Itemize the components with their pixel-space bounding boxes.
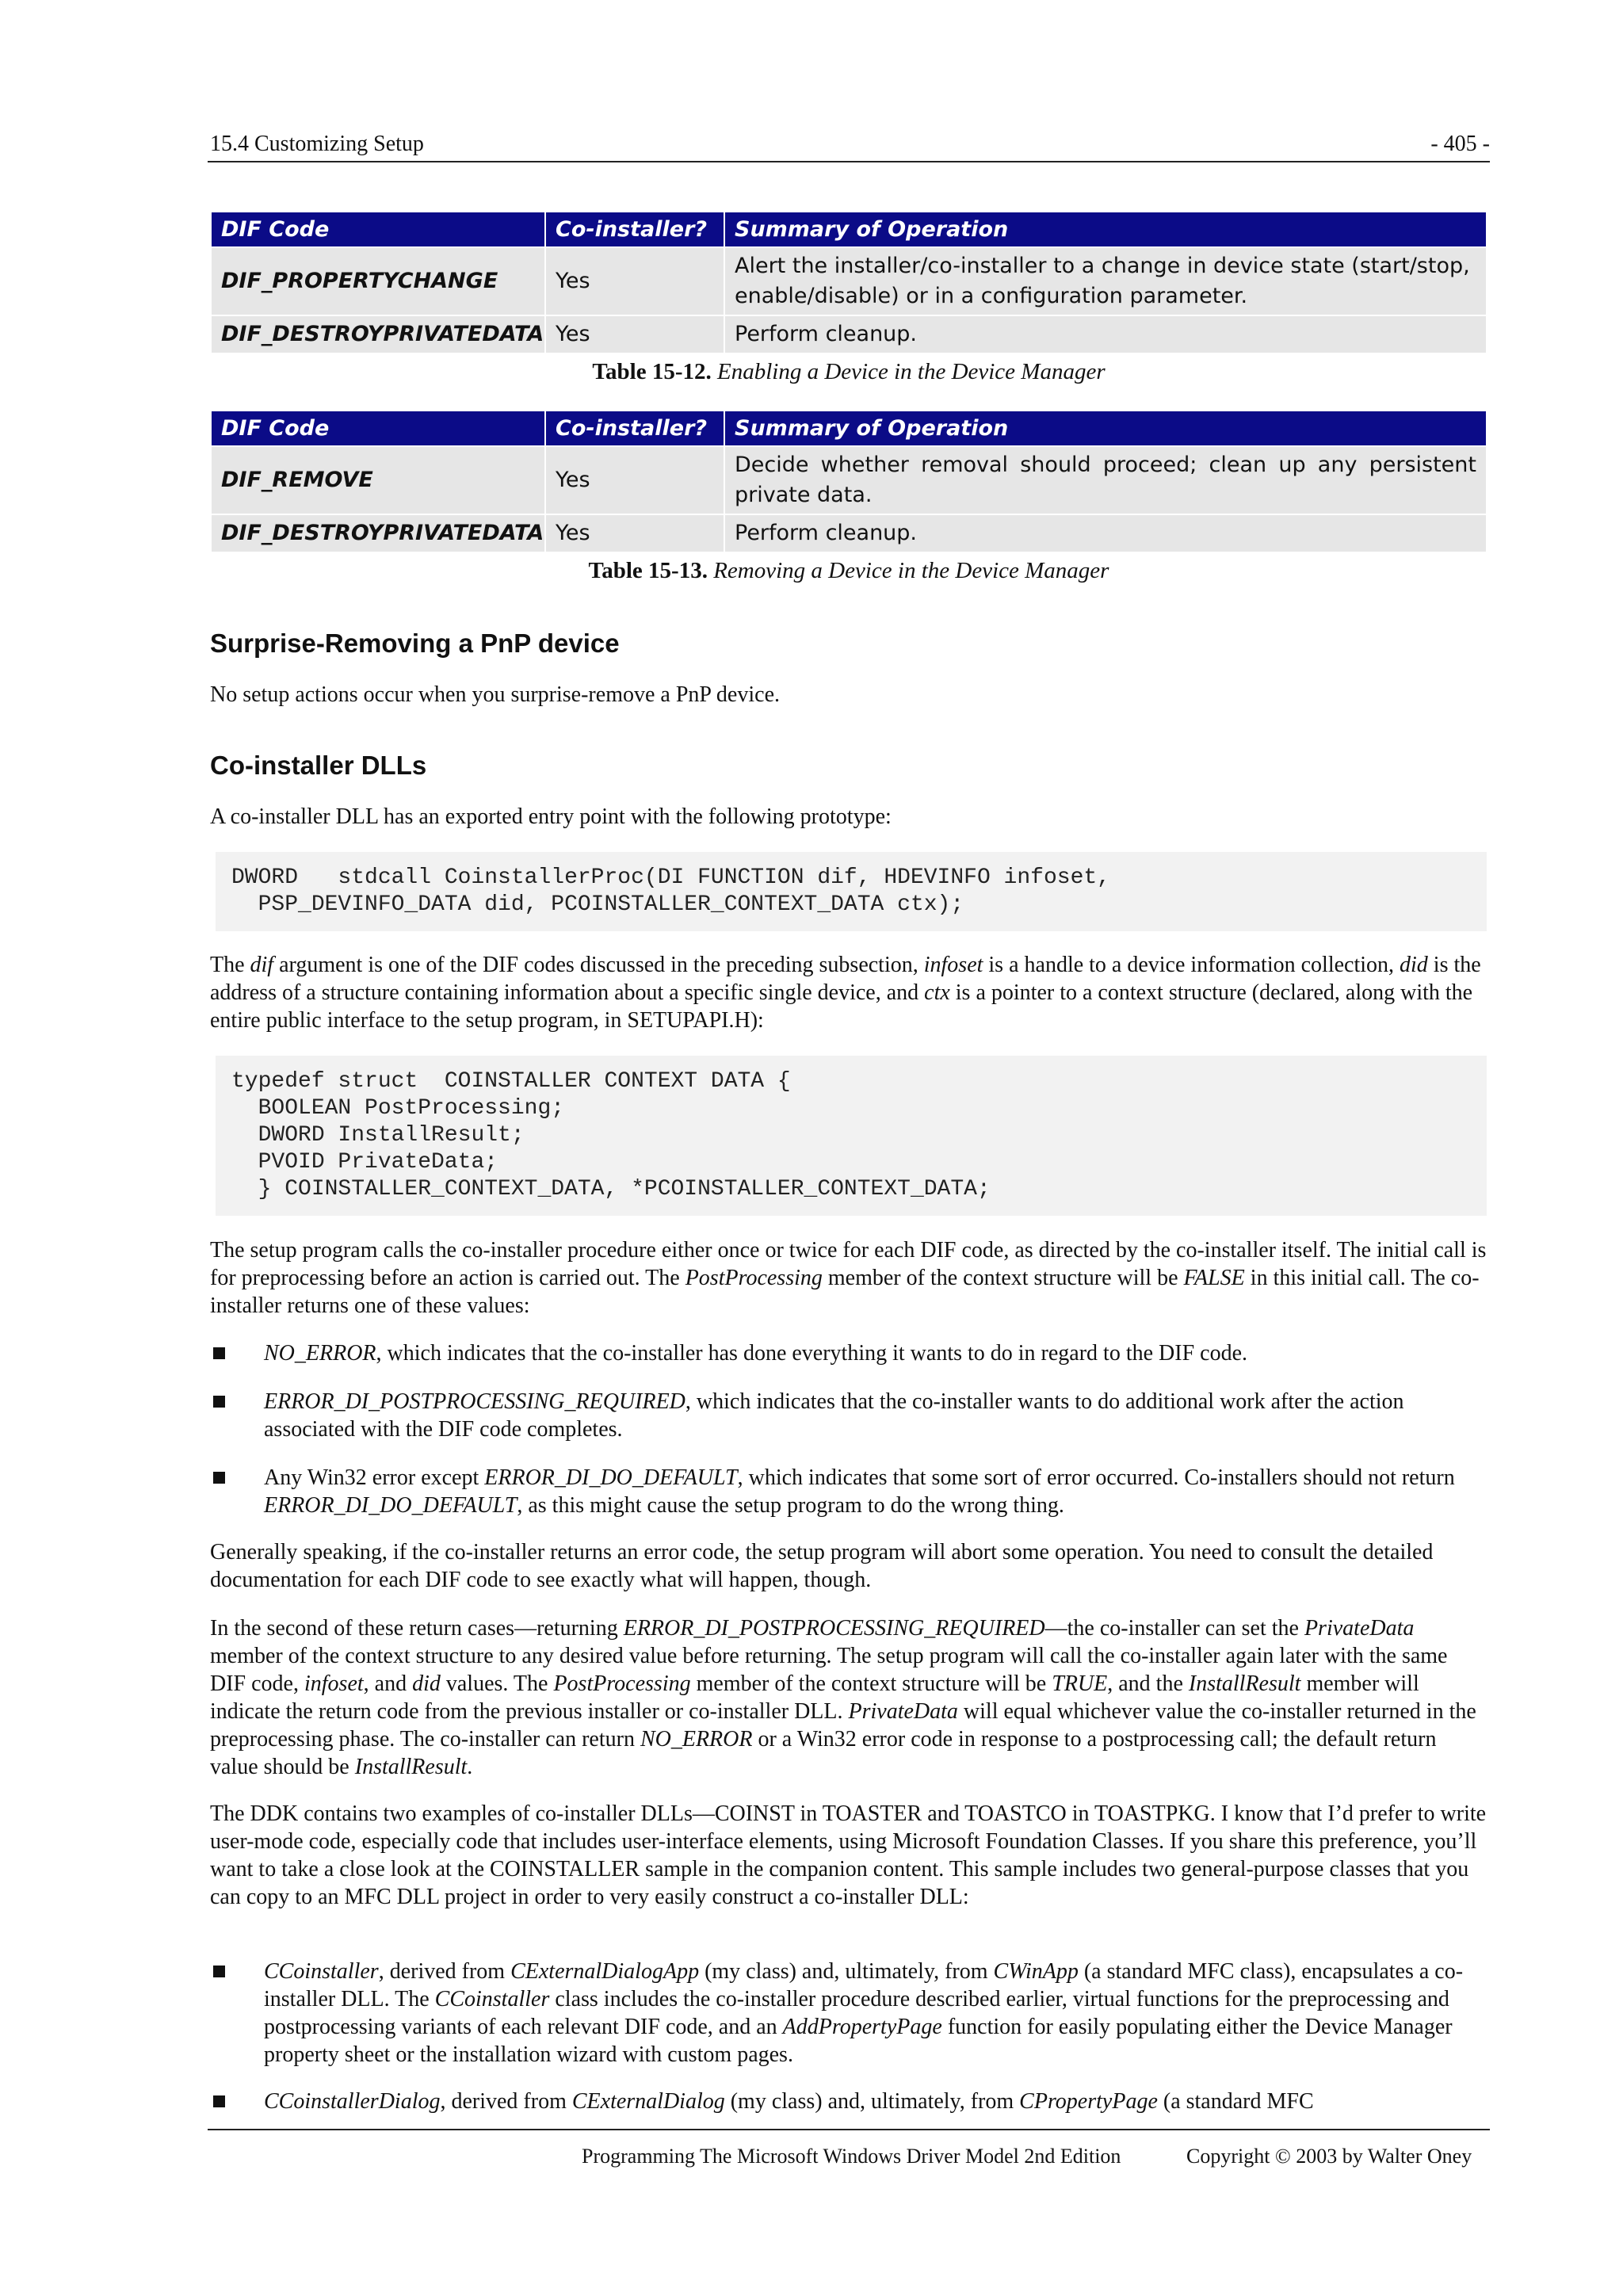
caption-text: Enabling a Device in the Device Manager [717, 359, 1106, 384]
dif-code-cell: DIF_DESTROYPRIVATEDATA [211, 315, 545, 353]
header-dif-code: DIF Code [211, 212, 545, 247]
caption-number: Table 15-12. [592, 359, 712, 384]
list-item: ERROR_DI_POSTPROCESSING_REQUIRED, which indicates that the co-installer wants to do additional work after the action associated with the DIF code completes. [210, 1388, 1487, 1443]
paragraph: The DDK contains two examples of co-installer DLLs—COINST in TOASTER and TOASTCO in TOASTPKG. I know that I’d prefer to write user-mode code, especially code that includes user-interface elements, using Microsoft Foundation Classes. If you share this preference, you’ll want to take a close look at the COINSTALLER sample in the companion content. This sample includes two general-purpose classes that you can copy to an MFC DLL project in order to very easily construct a co-installer DLL: [210, 1801, 1487, 1909]
header-rule [208, 161, 1490, 162]
paragraph: The dif argument is one of the DIF codes discussed in the preceding subsection, infoset is a handle to a device information collection, did is the address of a structure containing information about a specific single device, and ctx is a pointer to a context structure (declared, along with the entire public interface to the setup program, in SETUPAPI.H): [210, 953, 1481, 1033]
list-item: CCoinstaller, derived from CExternalDialogApp (my class) and, ultimately, from CWinApp (a standard MFC class), encapsulates a co-installer DLL. The CCoinstaller class includes the co-installer procedure described earlier, virtual functions for the preprocessing and postprocessing variants of each relevant DIF code, and an AddPropertyPage function for easily populating either the Device Manager property sheet or the installation wizard with custom pages. [210, 1958, 1487, 2069]
table-caption [210, 558, 1487, 584]
co-installer-cell: Yes [545, 247, 724, 315]
co-installer-cell: Yes [545, 446, 724, 514]
list-item: Any Win32 error except ERROR_DI_DO_DEFAULT, which indicates that some sort of error occurred. Co-installers should not return ERROR_DI_DO_DEFAULT, as this might cause the setup program to do the wrong thing. [210, 1464, 1487, 1519]
code-block-struct: typedef struct COINSTALLER CONTEXT DATA { BOOLEAN PostProcessing; DWORD InstallResult; PVOID PrivateData; } COINSTALLER_CONTEXT_DATA, *PCOINSTALLER_CONTEXT_DATA; [216, 1056, 1487, 1216]
running-header-section: 15.4 Customizing Setup [210, 132, 424, 156]
caption-text: Removing a Device in the Device Manager [713, 558, 1109, 583]
page-number: - 405 - [1430, 132, 1490, 156]
table-caption [210, 359, 1487, 385]
table-15-13 [210, 410, 1487, 553]
header-dif-code: DIF Code [211, 411, 545, 446]
footer-book-title: Programming The Microsoft Windows Driver Model 2nd Edition [582, 2145, 1121, 2168]
bullet-square-icon [213, 1347, 225, 1359]
table-row [211, 446, 1487, 514]
dif-code-cell: DIF_REMOVE [211, 446, 545, 514]
paragraph: A co-installer DLL has an exported entry point with the following prototype: [210, 804, 892, 829]
paragraph: No setup actions occur when you surprise-remove a PnP device. [210, 682, 780, 707]
table-15-12 [210, 211, 1487, 354]
code-block-prototype: DWORD stdcall CoinstallerProc(DI FUNCTION dif, HDEVINFO infoset, PSP_DEVINFO_DATA did, PCOINSTALLER_CONTEXT_DATA ctx); [216, 852, 1487, 931]
bullet-square-icon [213, 1472, 225, 1484]
dif-code-cell: DIF_DESTROYPRIVATEDATA [211, 514, 545, 552]
table-row [211, 315, 1487, 353]
summary-cell: Decide whether removal should proceed; clean up any persistent private data. [724, 446, 1487, 514]
table-header-row [211, 212, 1487, 247]
dif-code-cell: DIF_PROPERTYCHANGE [211, 247, 545, 315]
header-co-installer: Co-installer? [545, 212, 724, 247]
table-header-row [211, 411, 1487, 446]
co-installer-cell: Yes [545, 315, 724, 353]
list-item: NO_ERROR, which indicates that the co-installer has done everything it wants to do in regard to the DIF code. [210, 1339, 1487, 1367]
caption-number: Table 15-13. [588, 558, 708, 583]
footer-rule [208, 2129, 1490, 2130]
section-heading: Co-installer DLLs [210, 751, 427, 780]
summary-cell: Alert the installer/co-installer to a change in device state (start/stop, enable/disable) or in a configuration parameter. [724, 247, 1487, 315]
summary-cell: Perform cleanup. [724, 315, 1487, 353]
header-co-installer: Co-installer? [545, 411, 724, 446]
table-row [211, 247, 1487, 315]
bullet-square-icon [213, 2095, 225, 2107]
paragraph: The setup program calls the co-installer procedure either once or twice for each DIF code, as directed by the co-installer itself. The initial call is for preprocessing before an action is carried out. The PostProcessing member of the context structure will be FALSE in this initial call. The co-installer returns one of these values: [210, 1238, 1487, 1318]
co-installer-cell: Yes [545, 514, 724, 552]
bullet-square-icon [213, 1396, 225, 1408]
footer-copyright: Copyright © 2003 by Walter Oney [1186, 2145, 1472, 2168]
paragraph: In the second of these return cases—returning ERROR_DI_POSTPROCESSING_REQUIRED—the co-installer can set the PrivateData member of the context structure to any desired value before returning. The setup program will call the co-installer again later with the same DIF code, infoset, and did values. The PostProcessing member of the context structure will be TRUE, and the InstallResult member will indicate the return code from the previous installer or co-installer DLL. PrivateData will equal whichever value the co-installer returned in the preprocessing phase. The co-installer can return NO_ERROR or a Win32 error code in response to a postprocessing call; the default return value should be InstallResult. [210, 1616, 1476, 1779]
summary-cell: Perform cleanup. [724, 514, 1487, 552]
paragraph: Generally speaking, if the co-installer returns an error code, the setup program will abort some operation. You need to consult the detailed documentation for each DIF code to see exactly what will happen, though. [210, 1540, 1434, 1592]
header-summary: Summary of Operation [724, 411, 1487, 446]
bullet-square-icon [213, 1966, 225, 1977]
table-row [211, 514, 1487, 552]
header-summary: Summary of Operation [724, 212, 1487, 247]
list-item: CCoinstallerDialog, derived from CExternalDialog (my class) and, ultimately, from CPropertyPage (a standard MFC [210, 2088, 1487, 2115]
section-heading: Surprise-Removing a PnP device [210, 628, 620, 658]
